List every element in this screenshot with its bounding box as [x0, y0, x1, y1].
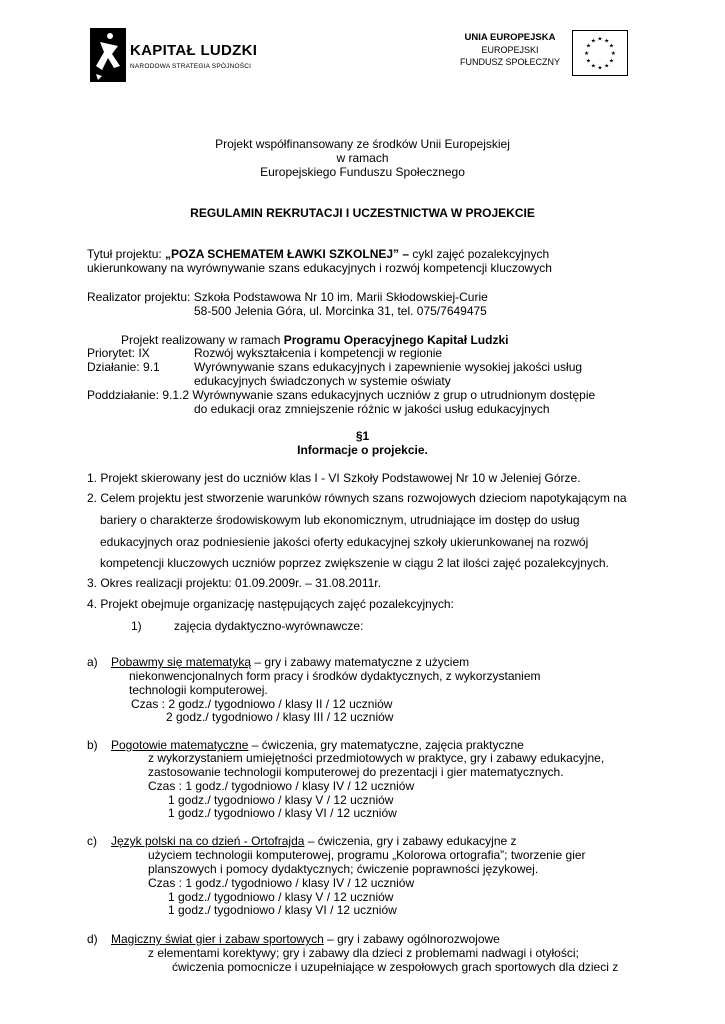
dzialanie-text-1: Wyrównywanie szans edukacyjnych i zapewnienie wysokiej jakości usług: [194, 360, 583, 374]
program-line: [121, 333, 508, 347]
section-title: Informacje o projekcie.: [297, 443, 428, 457]
priorytet-label: Priorytet: IX: [87, 346, 150, 360]
activity-d-rest: – gry i zabawy ogólnorozwojowe: [323, 932, 500, 946]
svg-text:★: ★: [610, 50, 616, 57]
point-1: 1. Projekt skierowany jest do uczniów klas I - VI Szkoły Podstawowej Nr 10 w Jeleniej Górze.: [87, 471, 581, 485]
point-2-line-4: kompetencji kluczowych uczniów poprzez zwiększenie w ciągu 2 lat ilości zajęć pozalekcyjnych.: [100, 556, 609, 570]
section-number: §1: [355, 429, 370, 443]
svg-text:★: ★: [597, 65, 603, 72]
activity-a-line-3: technologii komputerowej.: [129, 683, 268, 697]
eu-text: [455, 32, 565, 68]
eu-line-2: EUROPEJSKI: [481, 45, 539, 55]
activity-b-line-5: 1 godz./ tygodniowo / klasy V / 12 uczniów: [168, 793, 394, 807]
kl-title: KAPITAŁ LUDZKI: [130, 42, 258, 59]
dzialanie-text-2: edukacyjnych świadczonych w systemie oświaty: [194, 374, 451, 388]
activity-a-line-2: niekonwencjonalnych form pracy i środków dydaktycznych, z wykorzystaniem: [129, 669, 541, 683]
eu-line-1: UNIA EUROPEJSKA: [464, 32, 556, 43]
svg-text:★: ★: [604, 63, 610, 70]
program-prefix: Projekt realizowany w ramach: [121, 333, 284, 347]
activity-a-line-5: 2 godz./ tygodniowo / klasy III / 12 uczniów: [166, 710, 394, 724]
realizator-line-1: Realizator projektu: Szkoła Podstawowa Nr 10 im. Marii Skłodowskiej-Curie: [87, 290, 488, 304]
activity-b-line-1: [111, 738, 524, 752]
point-4: 4. Projekt obejmuje organizację następujących zajęć pozalekcyjnych:: [87, 597, 454, 611]
activity-d-line-1: [111, 932, 500, 946]
kl-subtitle: NARODOWA STRATEGIA SPÓJNOŚCI: [130, 63, 252, 70]
eu-logo: [455, 30, 641, 78]
activity-b-line-3: zastosowanie technologii komputerowej do prezentacji i gier matematycznych.: [148, 765, 564, 779]
svg-text:★: ★: [590, 38, 596, 45]
svg-text:★: ★: [590, 63, 596, 70]
human-figure-icon: [88, 26, 128, 84]
activity-c-name: Język polski na co dzień - Ortofrajda: [111, 834, 305, 848]
realizator-line-2: 58-500 Jelenia Góra, ul. Morcinka 31, tel. 075/7649475: [194, 304, 487, 318]
dzialanie-label: Działanie: 9.1: [87, 360, 160, 374]
svg-text:★: ★: [584, 50, 590, 57]
svg-text:★: ★: [608, 43, 615, 50]
poddzialanie-line-2: do edukacji oraz zmniejszenie różnic w jakości usług edukacyjnych: [194, 402, 550, 416]
kapital-ludzki-logo: [88, 26, 268, 84]
svg-text:★: ★: [585, 58, 592, 65]
intro-line-3: Europejskiego Funduszu Społecznego: [260, 165, 465, 179]
activity-b-letter: b): [87, 738, 98, 752]
eu-line-3: FUNDUSZ SPOŁECZNY: [459, 57, 560, 67]
activity-b-line-2: z wykorzystaniem umiejętności przedmiotowych w praktyce, gry i zabawy edukacyjne,: [148, 751, 605, 765]
activity-a-line-1: [111, 655, 469, 669]
activity-a-line-4: Czas : 2 godz./ tygodniowo / klasy II / 12 uczniów: [131, 697, 393, 711]
activity-c-line-4: Czas : 1 godz./ tygodniowo / klasy IV / 12 uczniów: [148, 876, 415, 890]
project-title-line-1: [87, 247, 549, 261]
activity-c-line-2: użyciem technologii komputerowej, programu „Kolorowa ortografia”; tworzenie gier: [148, 848, 586, 862]
svg-text:★: ★: [585, 43, 592, 50]
point-4-sub-number: 1): [131, 619, 142, 633]
svg-text:★: ★: [608, 58, 615, 65]
project-title-prefix: Tytuł projektu:: [87, 247, 166, 261]
activity-c-letter: c): [87, 834, 97, 848]
intro-line-2: w ramach: [336, 151, 389, 165]
program-name: Programu Operacyjnego Kapitał Ludzki: [283, 333, 509, 347]
svg-text:★: ★: [597, 36, 603, 43]
poddzialanie-line-1: Poddziałanie: 9.1.2 Wyrównywanie szans edukacyjnych uczniów z grup o utrudnionym dostępie: [87, 388, 596, 402]
project-title-suffix: cykl zajęć pozalekcyjnych: [409, 247, 550, 261]
activity-c-rest: – ćwiczenia, gry i zabawy edukacyjne z: [304, 834, 517, 848]
activity-d-line-3: ćwiczenia pomocnicze i uzupełniające w zespołowych grach sportowych dla dzieci z: [172, 960, 619, 974]
activity-c-line-5: 1 godz./ tygodniowo / klasy V / 12 uczniów: [168, 890, 394, 904]
point-4-sub-text: zajęcia dydaktyczno-wyrównawcze:: [174, 619, 364, 633]
activity-d-line-2: z elementami korektywy; gry i zabawy dla dzieci z problemami nadwagi i otyłości;: [148, 946, 579, 960]
point-3: 3. Okres realizacji projektu: 01.09.2009r. – 31.08.2011r.: [87, 576, 381, 590]
activity-c-line-6: 1 godz./ tygodniowo / klasy VI / 12 uczniów: [168, 903, 397, 917]
point-2-line-3: edukacyjnych oraz podniesienie jakości oferty edukacyjnej szkoły ukierunkowanej na rozwój: [100, 535, 589, 549]
activity-d-letter: d): [87, 932, 98, 946]
eu-flag-icon: [572, 30, 628, 76]
activity-a-name: Pobawmy się matematyką: [111, 655, 252, 669]
activity-b-name: Pogotowie matematyczne: [111, 738, 249, 752]
priorytet-text: Rozwój wykształcenia i kompetencji w regionie: [194, 346, 443, 360]
point-2-line-2: bariery o charakterze środowiskowym lub ekonomicznym, utrudniające im dostęp do usług: [100, 513, 580, 527]
point-2-line-1: 2. Celem projektu jest stworzenie warunków równych szans rozwojowych dzieciom napotykającym na: [87, 491, 627, 505]
intro-line-1: Projekt współfinansowany ze środków Unii Europejskiej: [215, 137, 510, 151]
svg-text:★: ★: [604, 38, 610, 45]
activity-b-line-6: 1 godz./ tygodniowo / klasy VI / 12 uczniów: [168, 806, 397, 820]
activity-a-letter: a): [87, 655, 98, 669]
activity-d-name: Magiczny świat gier i zabaw sportowych: [111, 932, 324, 946]
project-name: „POZA SCHEMATEM ŁAWKI SZKOLNEJ” –: [165, 247, 410, 261]
activity-b-line-4: Czas : 1 godz./ tygodniowo / klasy IV / 12 uczniów: [148, 779, 415, 793]
activity-c-line-3: planszowych i pomocy dydaktycznych; ćwiczenie poprawności językowej.: [148, 862, 539, 876]
document-title: REGULAMIN REKRUTACJI I UCZESTNICTWA W PROJEKCIE: [190, 206, 535, 220]
activity-c-line-1: [111, 834, 517, 848]
activity-a-rest: – gry i zabawy matematyczne z użyciem: [251, 655, 470, 669]
activity-b-rest: – ćwiczenia, gry matematyczne, zajęcia praktyczne: [248, 738, 524, 752]
project-title-line-2: ukierunkowany na wyrównywanie szans edukacyjnych i rozwój kompetencji kluczowych: [87, 261, 552, 275]
